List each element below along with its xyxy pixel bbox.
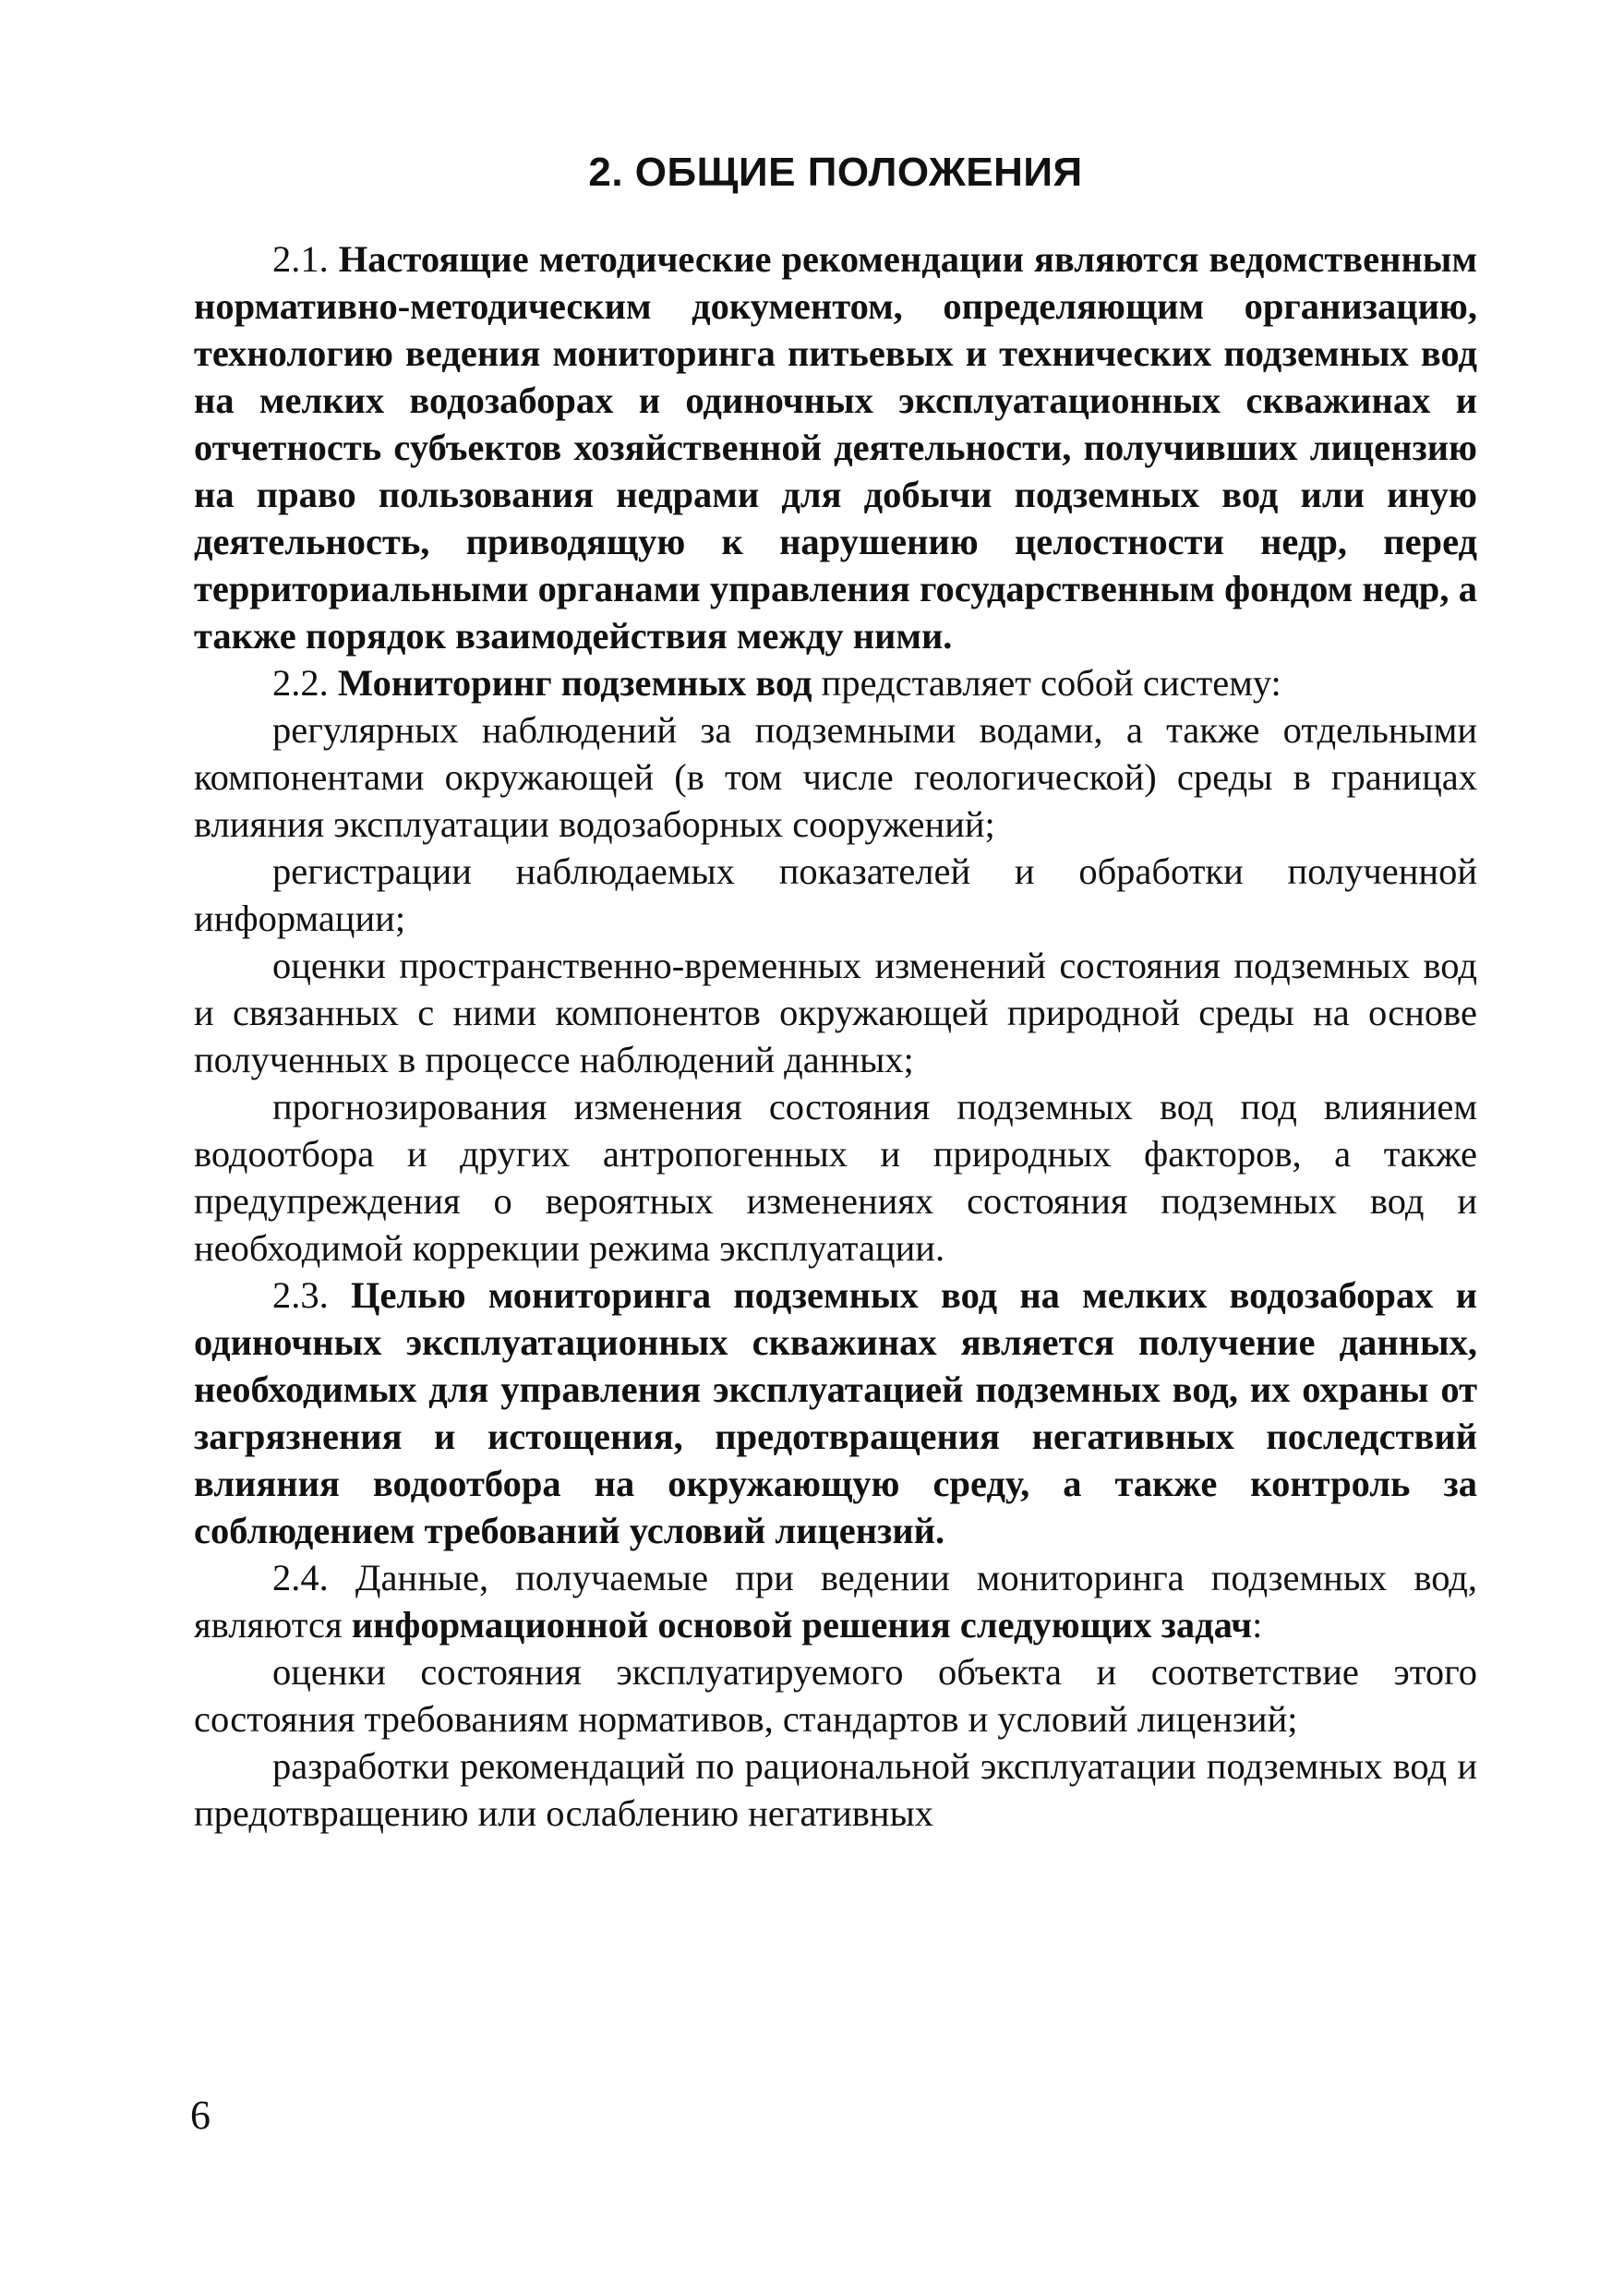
paragraph-bold-text: Настоящие методические рекомендации являются ведомственным нормативно-методическим документом, определяющим организацию, технологию ведения мониторинга питьевых и технических подземных вод на мелких водозаборах и одиночных эксплуатационных скважинах и отчетность субъектов хозяйственной деятельности, получивших лицензию на право пользования недрами для добычи подземных вод или иную деятельность, приводящую к нарушению целостности недр, перед территориальными органами управления государственным фондом недр, а также порядок взаимодействия между ними.: [194, 238, 1477, 657]
page-number: 6: [190, 2092, 211, 2138]
paragraph-number: 2.4.: [272, 1557, 355, 1598]
paragraph-2-4: [194, 1554, 1477, 1648]
paragraph-text: Данные, получаемые при ведении мониторинга подземных вод, являются: [194, 1557, 1478, 1646]
list-item-state-evaluation: оценки состояния эксплуатируемого объекта и соответствие этого состояния требованиям нормативов, стандартов и условий лицензий;: [194, 1651, 1477, 1740]
paragraph-text-tail: :: [1252, 1604, 1263, 1646]
paragraph-number: 2.2.: [272, 662, 338, 704]
paragraph-text: представляет собой систему:: [812, 662, 1281, 704]
list-item-recommendations: разработки рекомендаций по рациональной эксплуатации подземных вод и предотвращению или ослаблению негативных: [194, 1745, 1477, 1834]
paragraph-bold-term: информационной основой решения следующих задач: [351, 1604, 1253, 1646]
paragraph-number: 2.1.: [272, 238, 339, 280]
list-item-forecasting: прогнозирования изменения состояния подземных вод под влиянием водоотбора и других антропогенных и природных факторов, а также предупреждения о вероятных изменениях состояния подземных вод и необходимой коррекции режима эксплуатации.: [194, 1086, 1477, 1269]
paragraph-2-1: [194, 235, 1477, 659]
paragraph-number: 2.3.: [272, 1274, 351, 1316]
section-heading: 2. ОБЩИЕ ПОЛОЖЕНИЯ: [588, 150, 1083, 195]
list-item-assessment: оценки пространственно-временных изменений состояния подземных вод и связанных с ними компонентов окружающей природной среды на основе полученных в процессе наблюдений данных;: [194, 945, 1477, 1080]
list-item-registration: регистрации наблюдаемых показателей и обработки полученной информации;: [194, 850, 1477, 939]
list-item-observations: регулярных наблюдений за подземными водами, а также отдельными компонентами окружающей (в том числе геологической) среды в границах влияния эксплуатации водозаборных сооружений;: [194, 709, 1477, 845]
paragraph-2-2: [194, 659, 1477, 706]
section-body: [194, 235, 1477, 1837]
paragraph-bold-term: Мониторинг подземных вод: [337, 662, 812, 704]
paragraph-2-3: [194, 1272, 1477, 1554]
paragraph-bold-text: Целью мониторинга подземных вод на мелких водозаборах и одиночных эксплуатационных скважинах является получение данных, необходимых для управления эксплуатацией подземных вод, их охраны от загрязнения и истощения, предотвращения негативных последствий влияния водоотбора на окружающую среду, а также контроль за соблюдением требований условий лицензий.: [194, 1274, 1477, 1551]
